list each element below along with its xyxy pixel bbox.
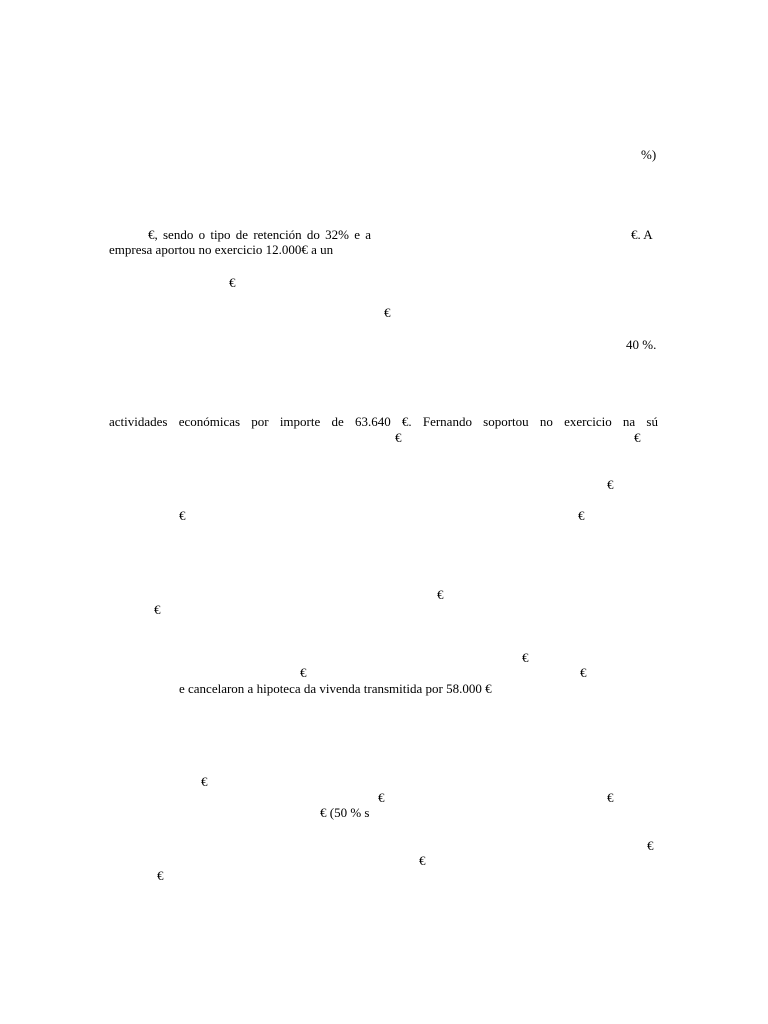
word: €. (401, 414, 412, 429)
word: de (331, 414, 344, 429)
text-fragment: € (378, 790, 385, 805)
text-fragment: € (229, 275, 236, 290)
text-fragment: e cancelaron a hipoteca da vivenda transmitida por 58.000 € (179, 681, 492, 696)
text-fragment: € (157, 868, 164, 883)
text-fragment: € (437, 587, 444, 602)
word: na (622, 414, 636, 429)
word: actividades (109, 414, 168, 429)
text-fragment: € (50 % s (320, 805, 370, 820)
text-fragment: € (578, 508, 585, 523)
justified-text-line (109, 414, 658, 429)
text-fragment: €. A (631, 227, 653, 242)
word: sú (646, 414, 658, 429)
word: soportou (483, 414, 529, 429)
word: no (539, 414, 553, 429)
text-fragment: € (179, 508, 186, 523)
text-fragment: € (419, 853, 426, 868)
text-fragment: € (522, 650, 529, 665)
text-fragment: € (607, 477, 614, 492)
text-fragment: empresa aportou no exercicio 12.000€ a un (109, 242, 334, 257)
text-fragment: € (634, 430, 641, 445)
text-fragment: € (647, 838, 654, 853)
text-fragment: 40 %. (626, 337, 657, 352)
word: Fernando (422, 414, 472, 429)
text-fragment: € (384, 305, 391, 320)
text-fragment: € (300, 665, 307, 680)
text-fragment: € (395, 430, 402, 445)
text-fragment: €, sendo o tipo de retención do 32% e a (148, 227, 372, 242)
word: económicas (178, 414, 241, 429)
text-fragment: € (607, 790, 614, 805)
word: exercicio (564, 414, 612, 429)
word: por (251, 414, 269, 429)
text-fragment: %) (641, 147, 657, 162)
text-fragment: € (580, 665, 587, 680)
word: 63.640 (354, 414, 391, 429)
text-fragment: € (201, 774, 208, 789)
text-fragment: € (154, 602, 161, 617)
word: importe (279, 414, 321, 429)
